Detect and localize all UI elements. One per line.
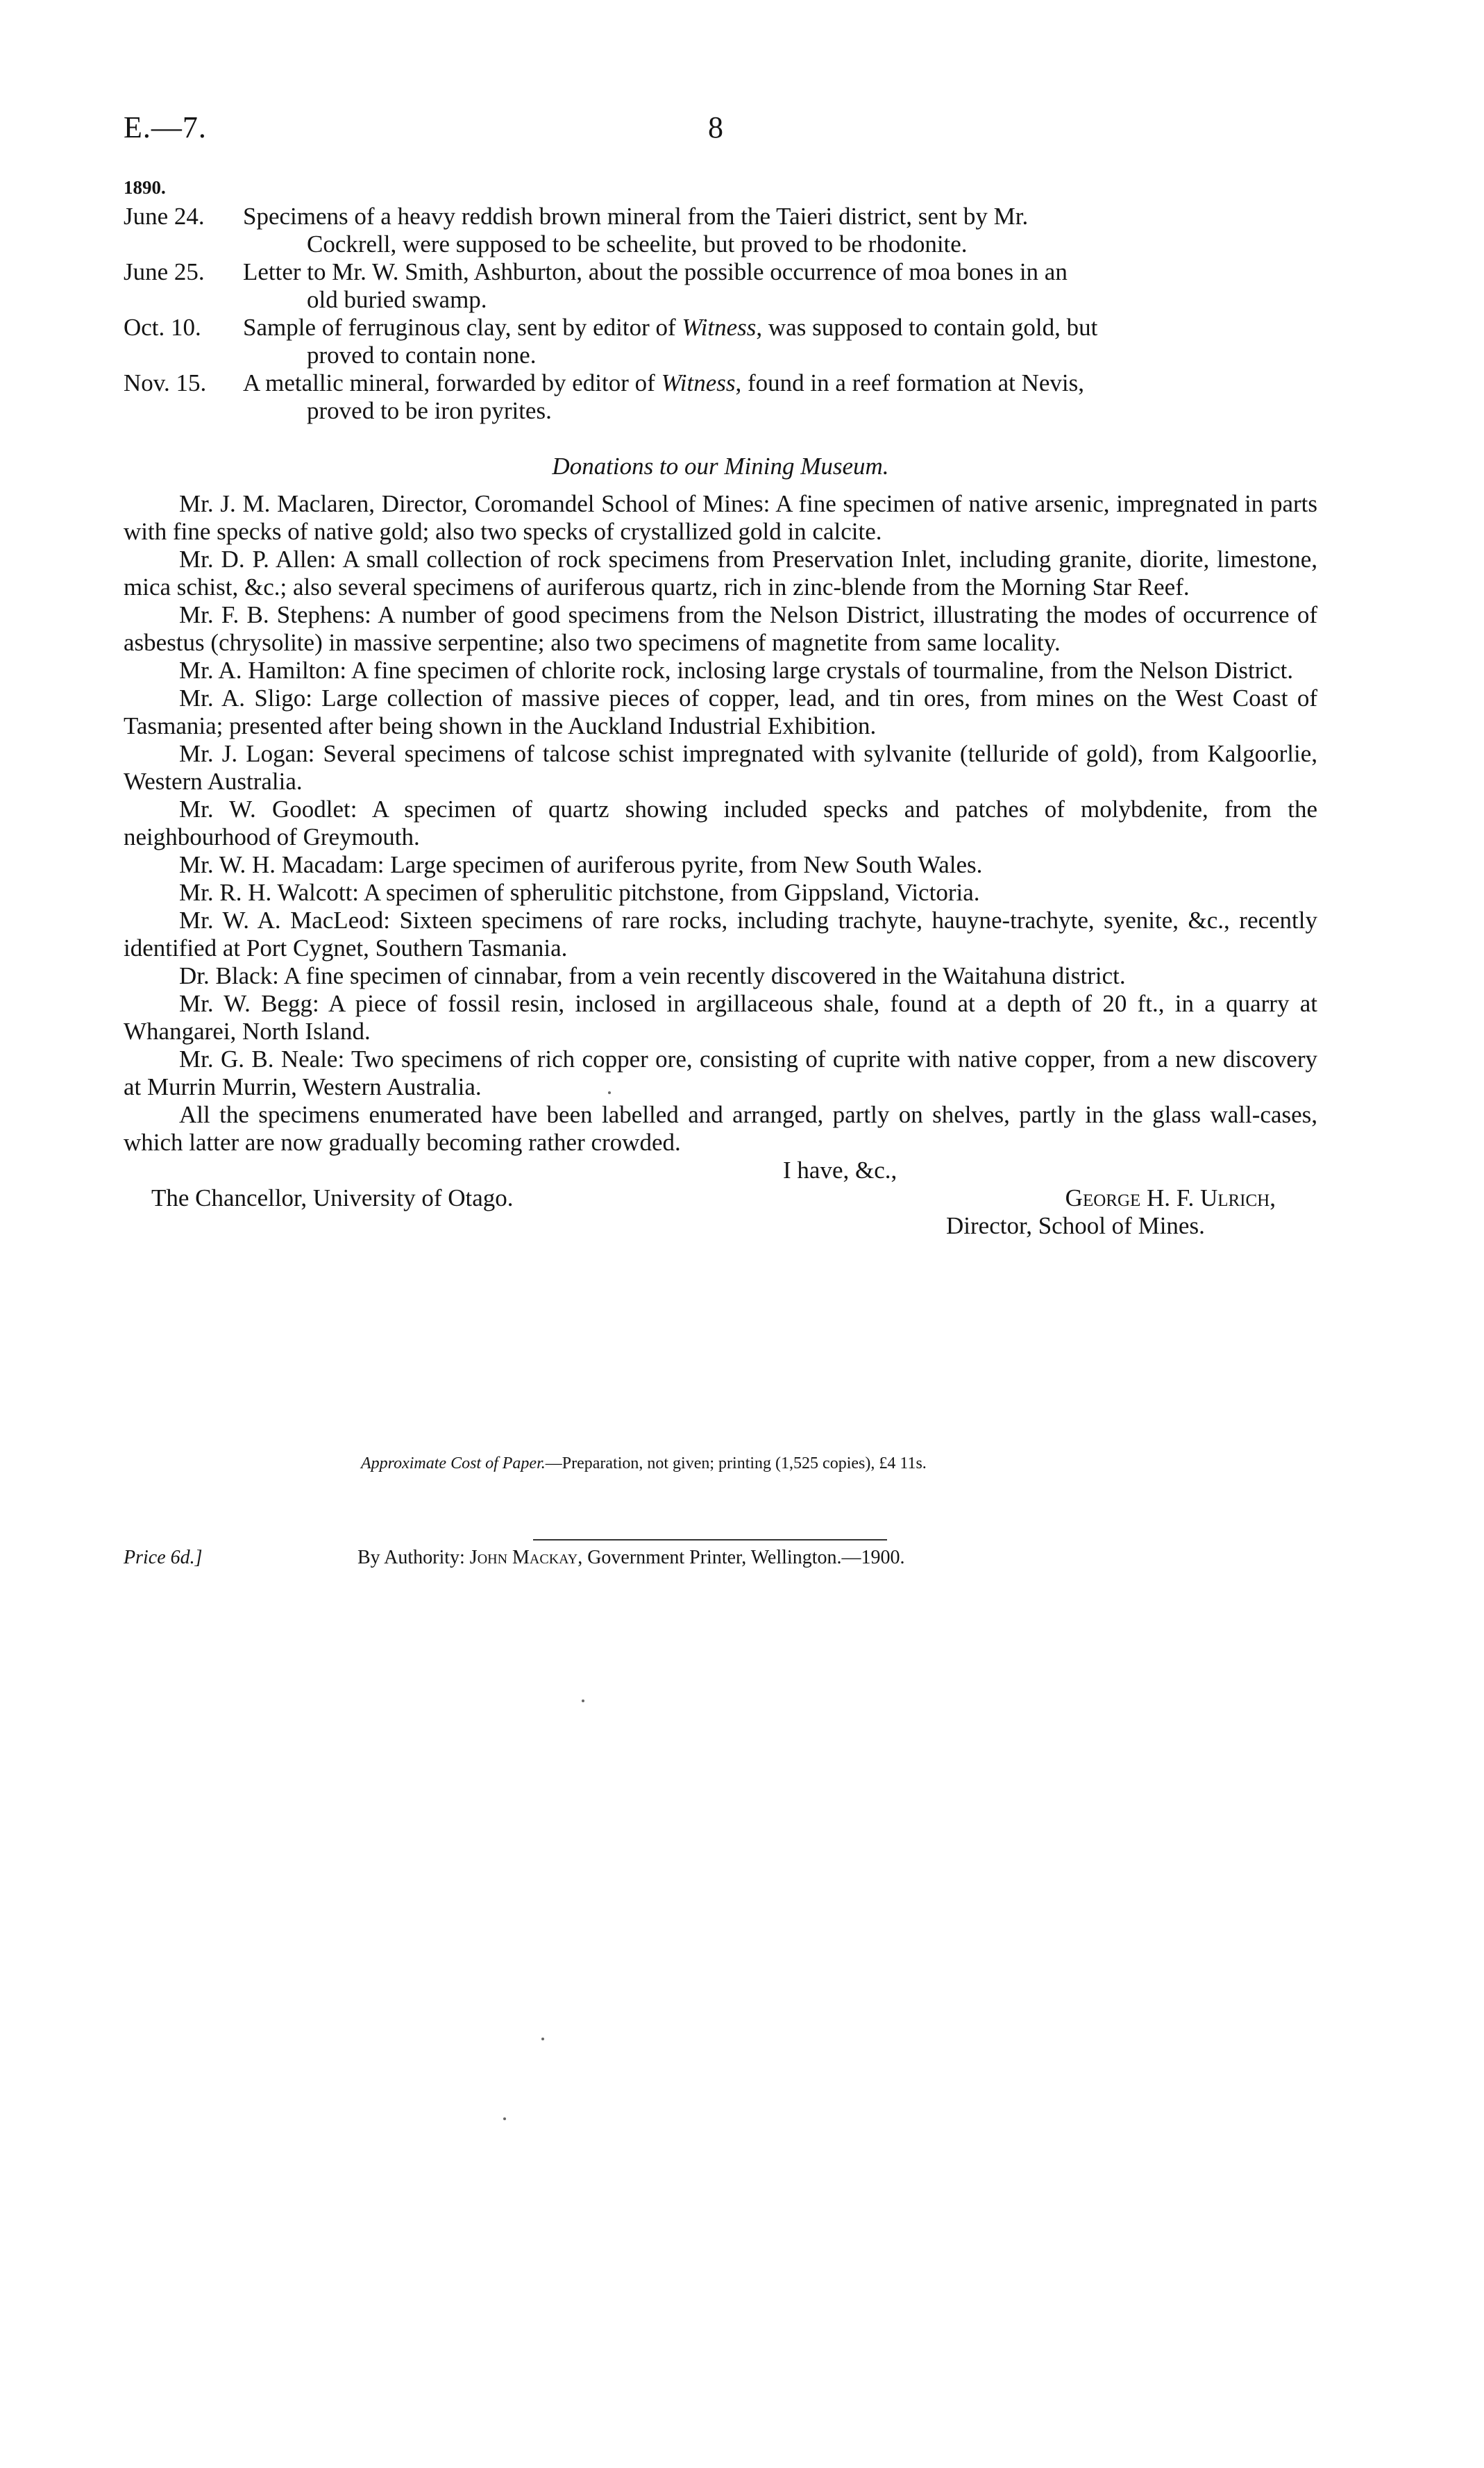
document-code: E.—7. (124, 110, 207, 144)
donation-paragraph: Mr. W. H. Macadam: Large specimen of auriferous pyrite, from New South Wales. (179, 851, 983, 878)
entry-date: June 24. (124, 203, 205, 230)
imprint-prefix: By Authority: (357, 1547, 470, 1568)
publication-name: Witness (682, 314, 757, 341)
entry-first-line-a: Sample of ferruginous clay, sent by editor of (243, 314, 682, 341)
section-title: Donations to our Mining Museum. (552, 453, 889, 480)
log-entry (124, 369, 1317, 425)
recipient: The Chancellor, University of Otago. (151, 1184, 514, 1211)
donation-paragraph: Mr. D. P. Allen: A small collection of rock specimens from Preservation Inlet, including granite, diorite, limestone, mica schist, &c.; also several specimens of auriferous quartz, rich in zinc-blende from the Morning Star Reef. (124, 546, 1317, 601)
donation-paragraph: Mr. J. Logan: Several specimens of talcose schist impregnated with sylvanite (telluride of gold), from Kalgoorlie, Western Australia. (124, 740, 1317, 795)
entry-first-line-a: A metallic mineral, forwarded by editor of (243, 369, 661, 396)
entry-text (243, 314, 1317, 369)
signatory-title: Director, School of Mines. (946, 1212, 1205, 1239)
closing-paragraph: All the specimens enumerated have been labelled and arranged, partly on shelves, partly in the glass wall-cases, which latter are now gradually becoming rather crowded. (124, 1101, 1317, 1156)
publication-name: Witness (661, 369, 736, 396)
page-body (124, 174, 1317, 1240)
donation-paragraph: Mr. A. Hamilton: A fine specimen of chlorite rock, inclosing large crystals of tourmaline, from the Nelson District. (179, 657, 1294, 684)
donation-paragraph: Dr. Black: A fine specimen of cinnabar, from a vein recently discovered in the Waitahuna district. (179, 962, 1126, 989)
donation-paragraph: Mr. J. M. Maclaren, Director, Coromandel School of Mines: A fine specimen of native arsenic, impregnated in parts with fine specks of native gold; also two specks of crystallized gold in calcite. (124, 490, 1317, 545)
letter-closing: I have, &c., (783, 1157, 897, 1184)
scan-speck (503, 2117, 506, 2120)
donation-paragraph: Mr. G. B. Neale: Two specimens of rich copper ore, consisting of cuprite with native copper, from a new discovery at Murrin Murrin, Western Australia. (124, 1046, 1317, 1100)
log-entry (124, 258, 1317, 314)
scan-speck (582, 1699, 584, 1702)
log-entry (124, 203, 1317, 258)
imprint-suffix: , Government Printer, Wellington.—1900. (577, 1547, 905, 1568)
year-heading: 1890. (124, 177, 166, 198)
signatory-name: George H. F. Ulrich, (1065, 1184, 1276, 1211)
scan-speck (608, 1091, 611, 1094)
entry-text (243, 369, 1317, 425)
entry-continuation: Cockrell, were supposed to be scheelite, but proved to be rhodonite. (307, 230, 968, 258)
donation-paragraph: Mr. F. B. Stephens: A number of good specimens from the Nelson District, illustrating the modes of occurrence of asbestus (chrysolite) in massive serpentine; also two specimens of magnetite from same locality. (124, 601, 1317, 656)
cost-note (361, 1454, 927, 1473)
entry-text (243, 258, 1317, 314)
price-note: Price 6d.] (124, 1547, 203, 1568)
donation-paragraph: Mr. W. Begg: A piece of fossil resin, inclosed in argillaceous shale, found at a depth of 20 ft., in a quarry at Whangarei, North Island. (124, 990, 1317, 1045)
donation-paragraph: Mr. R. H. Walcott: A specimen of spherulitic pitchstone, from Gippsland, Victoria. (179, 879, 980, 906)
entry-first-line: Specimens of a heavy reddish brown mineral from the Taieri district, sent by Mr. (243, 203, 1029, 230)
scan-speck (541, 2038, 544, 2040)
entry-date: June 25. (124, 258, 205, 285)
entry-first-line-b: , was supposed to contain gold, but (756, 314, 1098, 341)
entry-first-line: Letter to Mr. W. Smith, Ashburton, about the possible occurrence of moa bones in an (243, 258, 1068, 285)
entry-continuation: old buried swamp. (307, 286, 487, 313)
donation-paragraph: Mr. A. Sligo: Large collection of massive pieces of copper, lead, and tin ores, from mines on the West Coast of Tasmania; presented after being shown in the Auckland Industrial Exhibition. (124, 685, 1317, 739)
page-number: 8 (708, 110, 723, 144)
entry-text (243, 203, 1317, 258)
signature-row (124, 1184, 1317, 1212)
printer-name: John Mackay (469, 1547, 578, 1568)
entry-continuation: proved to be iron pyrites. (307, 397, 552, 424)
donation-paragraph: Mr. W. A. MacLeod: Sixteen specimens of rare rocks, including trachyte, hauyne-trachyte, syenite, &c., recently identified at Port Cygnet, Southern Tasmania. (124, 907, 1317, 962)
cost-text: —Preparation, not given; printing (1,525 copies), £4 11s. (545, 1454, 927, 1472)
printer-imprint (357, 1547, 904, 1569)
cost-label: Approximate Cost of Paper. (361, 1454, 546, 1472)
entry-first-line-b: , found in a reef formation at Nevis, (735, 369, 1085, 396)
log-entry (124, 314, 1317, 369)
donation-paragraph: Mr. W. Goodlet: A specimen of quartz showing included specks and patches of molybdenite, from the neighbourhood of Greymouth. (124, 796, 1317, 850)
entry-date: Nov. 15. (124, 369, 207, 396)
entry-continuation: proved to contain none. (307, 342, 537, 369)
footer-rule (533, 1539, 887, 1541)
entry-date: Oct. 10. (124, 314, 201, 341)
